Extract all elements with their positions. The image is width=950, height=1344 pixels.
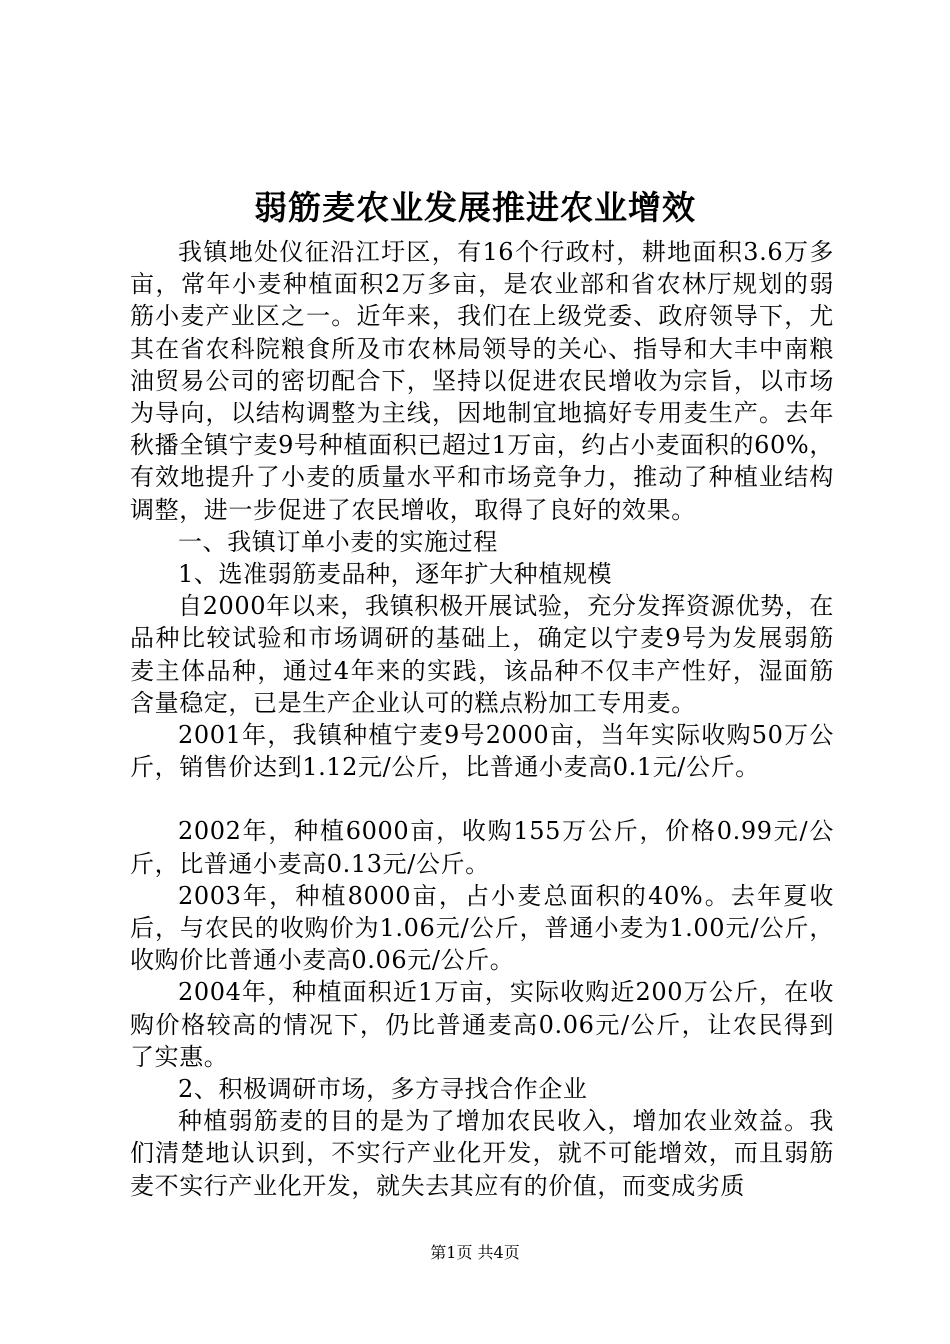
paragraph-2001: 2001年，我镇种植宁麦9号2000亩，当年实际收购50万公斤，销售价达到1.12元/公斤，比普通小麦高0.1元/公斤。: [130, 721, 834, 782]
document-body: [130, 236, 834, 1202]
paragraph-intro: 我镇地处仪征沿江圩区，有16个行政村，耕地面积3.6万多亩，常年小麦种植面积2万多亩，是农业部和省农林厅规划的弱筋小麦产业区之一。近年来，我们在上级党委、政府领导下，尤其在省农科院粮食所及市农林局领导的关心、指导和大丰中南粮油贸易公司的密切配合下，坚持以促进农民增收为宗旨，以市场为导向，以结构调整为主线，因地制宜地搞好专用麦生产。去年秋播全镇宁麦9号种植面积已超过1万亩，约占小麦面积的60%，有效地提升了小麦的质量水平和市场竞争力，推动了种植业结构调整，进一步促进了农民增收，取得了良好的效果。: [130, 238, 834, 524]
paragraph-variety: 自2000年以来，我镇积极开展试验，充分发挥资源优势，在品种比较试验和市场调研的基础上，确定以宁麦9号为发展弱筋麦主体品种，通过4年来的实践，该品种不仅丰产性好，湿面筋含量稳定，已是生产企业认可的糕点粉加工专用麦。: [130, 592, 834, 717]
subsection-heading-2: 2、积极调研市场，多方寻找合作企业: [178, 1075, 588, 1104]
paragraph-market: 种植弱筋麦的目的是为了增加农民收入，增加农业效益。我们清楚地认识到，不实行产业化开发，就不可能增效，而且弱筋麦不实行产业化开发，就失去其应有的价值，而变成劣质: [130, 1107, 834, 1200]
document-title: 弱筋麦农业发展推进农业增效: [254, 188, 696, 227]
section-heading-1: 一、我镇订单小麦的实施过程: [178, 527, 498, 556]
page-number-footer: 第1页 共4页: [430, 1243, 520, 1262]
paragraph-2003: 2003年，种植8000亩，占小麦总面积的40%。去年夏收后，与农民的收购价为1.06元/公斤，普通小麦为1.00元/公斤，收购价比普通小麦高0.06元/公斤。: [130, 881, 834, 975]
paragraph-2004: 2004年，种植面积近1万亩，实际收购近200万公斤，在收购价格较高的情况下，仍比普通麦高0.06元/公斤，让农民得到了实惠。: [130, 978, 834, 1071]
subsection-heading-1: 1、选准弱筋麦品种，逐年扩大种植规模: [178, 560, 613, 589]
paragraph-2002: 2002年，种植6000亩，收购155万公斤，价格0.99元/公斤，比普通小麦高0.13元/公斤。: [130, 817, 834, 878]
